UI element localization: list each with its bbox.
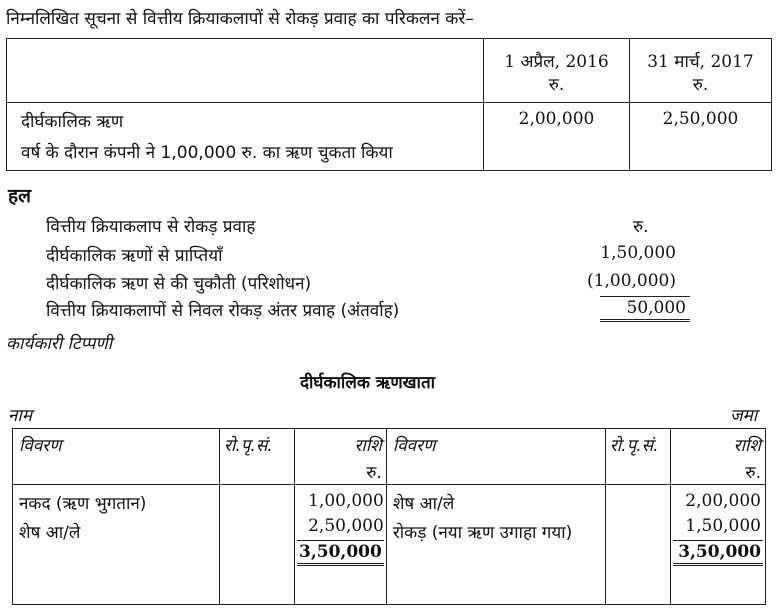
list-item: नकद (ऋण भुगतान) [19, 494, 147, 514]
amount: 1,50,000 [685, 516, 761, 536]
ledger-header-amount: राशि रु. [670, 429, 765, 485]
table1-row-label-cell [7, 103, 484, 171]
table1-col2-header [630, 39, 772, 103]
ledger-header-jf: रो.पृ.सं. [605, 429, 670, 485]
col2-unit: रु. [692, 75, 709, 95]
ledger-header-jf: रो.पृ.सं. [220, 429, 295, 485]
solution-line-label: दीर्घकालिक ऋणों से प्राप्तियाँ [46, 246, 223, 266]
ledger-header-particulars: विवरण [386, 429, 605, 485]
ledger-header-particulars: विवरण [13, 429, 220, 485]
solution-line-label: दीर्घकालिक ऋण से की चुकौती (परिशोधन) [46, 274, 312, 294]
solution-title: वित्तीय क्रियाकलाप से रोकड़ प्रवाह [46, 217, 256, 237]
ledger-left-particulars [13, 485, 220, 605]
ledger-right-total: 3,50,000 [673, 540, 763, 566]
val1: 2,00,000 [518, 109, 595, 129]
table1-val2-cell [630, 103, 772, 171]
ledger-dr-label: नाम [8, 406, 33, 426]
table1-blank-header [7, 39, 484, 103]
val2: 2,50,000 [662, 109, 739, 129]
loan-info-table [6, 38, 772, 171]
ledger-cr-label: जमा [730, 406, 758, 426]
table1-col1-header [484, 39, 630, 103]
row-note: वर्ष के दौरान कंपनी ने 1,00,000 रु. का ऋण चुकता किया [21, 143, 393, 163]
col2-date: 31 मार्च, 2017 [647, 52, 754, 72]
list-item: रोकड़ (नया ऋण उगाहा गया) [392, 523, 573, 543]
ledger-right-amounts [670, 485, 765, 605]
net-cash-flow-total: 50,000 [600, 296, 690, 322]
col1-unit: रु. [548, 75, 565, 95]
amount: 2,00,000 [685, 491, 761, 511]
table1-val1-cell [484, 103, 630, 171]
solution-unit: रु. [633, 217, 649, 237]
ledger-right-particulars [386, 485, 605, 605]
ledger-table [12, 428, 766, 605]
solution-line-value: (1,00,000) [587, 271, 676, 291]
working-note-label: कार्यकारी टिप्पणी [6, 334, 113, 354]
solution-line-label: वित्तीय क्रियाकलापों से निवल रोकड़ अंतर प्रवाह (अंतर्वाह) [46, 301, 400, 321]
row-label: दीर्घकालिक ऋण [21, 112, 124, 132]
amount: 2,50,000 [308, 516, 384, 536]
ledger-left-jf [220, 485, 295, 605]
col1-date: 1 अप्रैल, 2016 [504, 52, 609, 72]
solution-heading: हल [8, 185, 31, 207]
amount: 1,00,000 [308, 491, 384, 511]
ledger-title: दीर्घकालिक ऋणखाता [300, 373, 436, 393]
list-item: शेष आ/ले [392, 494, 455, 514]
ledger-header-amount: राशि रु. [295, 429, 387, 485]
list-item: शेष आ/ले [19, 523, 81, 543]
question-text: निम्नलिखित सूचना से वित्तीय क्रियाकलापों से रोकड़ प्रवाह का परिकलन करें– [6, 9, 474, 29]
ledger-right-jf [605, 485, 670, 605]
ledger-left-total: 3,50,000 [297, 540, 384, 566]
solution-line-value: 1,50,000 [600, 243, 676, 263]
ledger-left-amounts [295, 485, 387, 605]
